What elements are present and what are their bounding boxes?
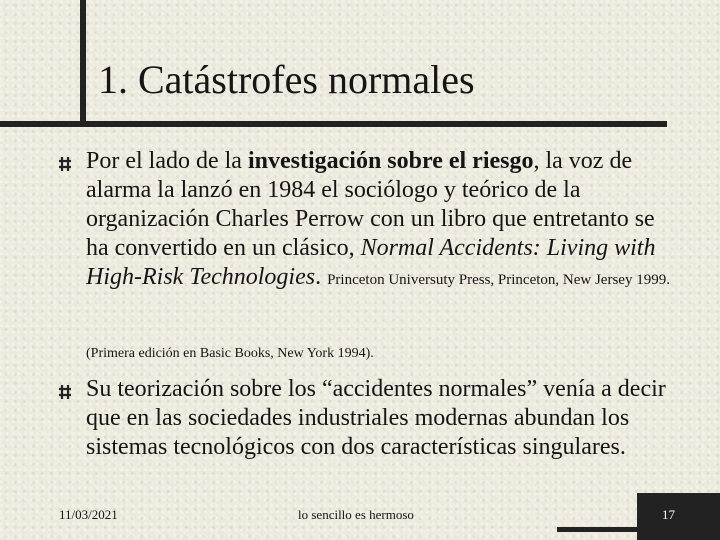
book-title-end: . (315, 264, 328, 290)
hash-bullet-icon (57, 383, 73, 401)
footer-date: 11/03/2021 (59, 507, 118, 522)
bullet-one-post: , la voz de alarma la lanzó en 1984 el sociólogo y teórico de la organización Charles Perrow con un libro que entretanto se ha convertido en un clásico, (86, 148, 655, 261)
corner-rule (557, 527, 637, 532)
bullet-one-text (86, 147, 676, 295)
book-title: Normal Accidents: Living with High-Risk Technologies (86, 235, 656, 290)
page-number-box (637, 493, 720, 540)
book-citation: Princeton Universuty Press, Princeton, New Jersey 1999. (327, 272, 670, 288)
footer-text: lo sencillo es hermoso (298, 507, 414, 522)
title-left-rule (0, 121, 80, 127)
bullet-one-pre: Por el lado de la (86, 148, 248, 174)
title-underline-rule (80, 121, 667, 127)
slide-title: 1. Catástrofes normales (98, 57, 475, 102)
hash-bullet-icon (57, 155, 73, 173)
edition-note: (Primera edición en Basic Books, New York 1994). (86, 346, 374, 361)
title-vertical-rule (80, 0, 86, 127)
page-number: 17 (662, 507, 675, 522)
bullet-two-text: Su teorización sobre los “accidentes normales” venía a decir que en las sociedades industriales modernas abundan los sistemas tecnológicos con dos características singulares. (86, 376, 666, 460)
bullet-one-bold: investigación sobre el riesgo (247, 148, 534, 174)
